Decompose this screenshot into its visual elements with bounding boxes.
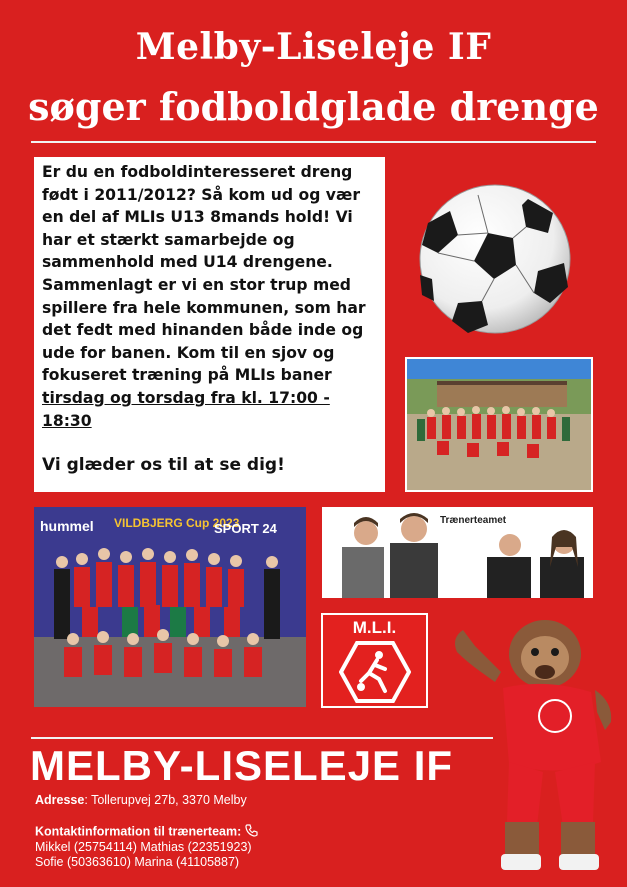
footer-divider [31, 737, 493, 739]
headline-subtitle: søger fodboldglade drenge [28, 84, 599, 129]
phone-icon [245, 824, 258, 840]
contact-line-1: Mikkel (25754114) Mathias (22351923) [35, 840, 252, 854]
contact-label: Kontaktinformation til trænerteam: [35, 824, 242, 839]
trainers-caption: Trænerteamet [440, 515, 507, 526]
trainers-photo [322, 507, 593, 598]
headline-club: Melby-Liseleje IF [135, 26, 492, 68]
training-schedule: tirsdag og torsdag fra kl. 17:00 - 18:30 [42, 388, 330, 430]
header-divider [31, 141, 596, 143]
contact-heading-line [35, 824, 258, 840]
greeting: Vi glæder os til at se dig! [42, 455, 285, 476]
footballer-icon [339, 641, 411, 703]
contact-line-2: Sofie (50363610) Marina (41105887) [35, 855, 240, 869]
team-photo-cup [34, 507, 306, 707]
club-logo-text: M.L.I. [352, 618, 397, 637]
club-name-banner: MELBY-LISELEJE IF [30, 742, 454, 789]
address-label: Adresse [35, 793, 85, 807]
team-photo-field [405, 357, 593, 492]
mascot-lion [445, 612, 625, 874]
soccer-ball-image [418, 183, 572, 335]
intro-paragraph: Er du en fodboldinteresseret dreng født i 2011/2012? Så kom ud og vær en del af MLIs U13 8mands hold! Vi har et stærkt samarbejde og sammenhold med U14 drengene. Sammenlagt er vi en stor trup med spillere fra hele kommunen, som har det fedt med hinanden både inde og ude for banen. Kom til en sjov og fokuseret træning på MLIs baner [42, 163, 366, 385]
club-logo [321, 613, 428, 708]
address-line [35, 793, 247, 807]
banner-hummel: hummel [40, 518, 94, 534]
banner-vildbjerg: VILDBJERG Cup 2023 [114, 516, 240, 530]
intro-textbox [34, 157, 385, 492]
banner-sport24: SPORT 24 [214, 521, 277, 536]
address-value: : Tollerupvej 27b, 3370 Melby [84, 793, 247, 807]
